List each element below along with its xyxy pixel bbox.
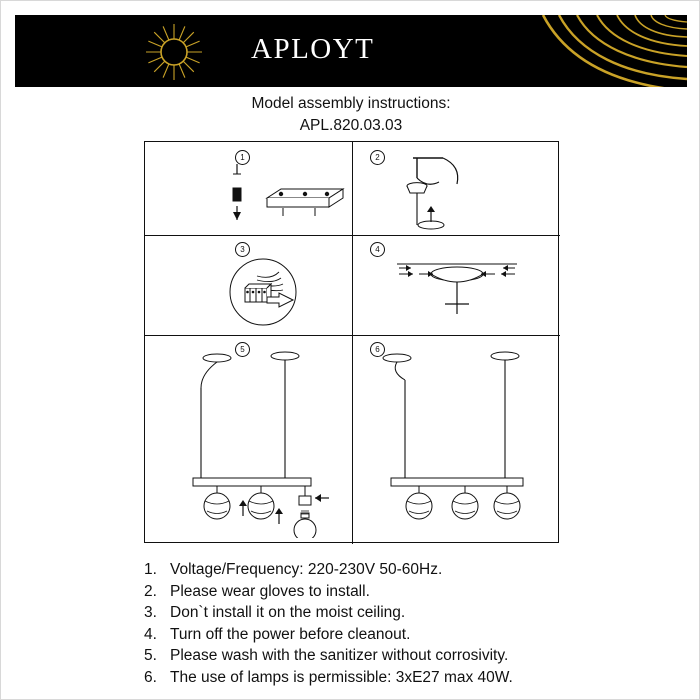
page-title bbox=[1, 95, 700, 135]
list-item bbox=[144, 667, 664, 689]
step-3-illustration bbox=[175, 252, 351, 332]
list-item bbox=[144, 624, 664, 646]
list-item bbox=[144, 581, 664, 603]
list-item-number: 4. bbox=[144, 625, 157, 643]
step-number-1: 1 bbox=[235, 150, 250, 165]
step-2-illustration bbox=[357, 156, 553, 234]
list-item-number: 1. bbox=[144, 561, 157, 578]
list-item-text: The use of lamps is permissible: 3xE27 max 40W. bbox=[170, 668, 513, 686]
title-line-1: Model assembly instructions: bbox=[251, 95, 451, 112]
fan-rays-icon bbox=[447, 15, 687, 87]
list-item-text: Don`t install it on the moist ceiling. bbox=[170, 604, 406, 621]
list-item-number: 6. bbox=[144, 668, 157, 686]
step-6-illustration bbox=[357, 348, 553, 538]
list-item-number: 3. bbox=[144, 604, 157, 621]
step-number-2: 2 bbox=[370, 150, 385, 165]
list-item bbox=[144, 645, 664, 667]
step-number-3: 3 bbox=[235, 242, 250, 257]
step-number-4: 4 bbox=[370, 242, 385, 257]
title-line-2: APL.820.03.03 bbox=[299, 117, 403, 134]
assembly-diagram bbox=[144, 141, 559, 543]
step-4-illustration bbox=[357, 250, 553, 334]
brand-name: APLOYT bbox=[251, 33, 375, 65]
list-item-number: 5. bbox=[144, 647, 157, 664]
list-item-number: 2. bbox=[144, 582, 157, 600]
list-item bbox=[144, 602, 664, 624]
list-item bbox=[144, 559, 664, 581]
step-number-5: 5 bbox=[235, 342, 250, 357]
diagram-divider-horizontal-1 bbox=[145, 235, 560, 236]
step-number-6: 6 bbox=[370, 342, 385, 357]
step-1-illustration bbox=[155, 160, 351, 232]
diagram-divider-horizontal-2 bbox=[145, 335, 560, 336]
diagram-divider-vertical bbox=[352, 142, 353, 544]
sunburst-icon bbox=[143, 21, 205, 83]
list-item-text: Voltage/Frequency: 220-230V 50-60Hz. bbox=[170, 561, 443, 578]
list-item-text: Turn off the power before cleanout. bbox=[170, 625, 411, 643]
header-banner bbox=[15, 15, 687, 87]
list-item-text: Please wash with the sanitizer without corrosivity. bbox=[170, 647, 509, 664]
list-item-text: Please wear gloves to install. bbox=[170, 582, 370, 600]
instructions-list bbox=[144, 559, 664, 688]
step-5-illustration bbox=[157, 348, 351, 538]
